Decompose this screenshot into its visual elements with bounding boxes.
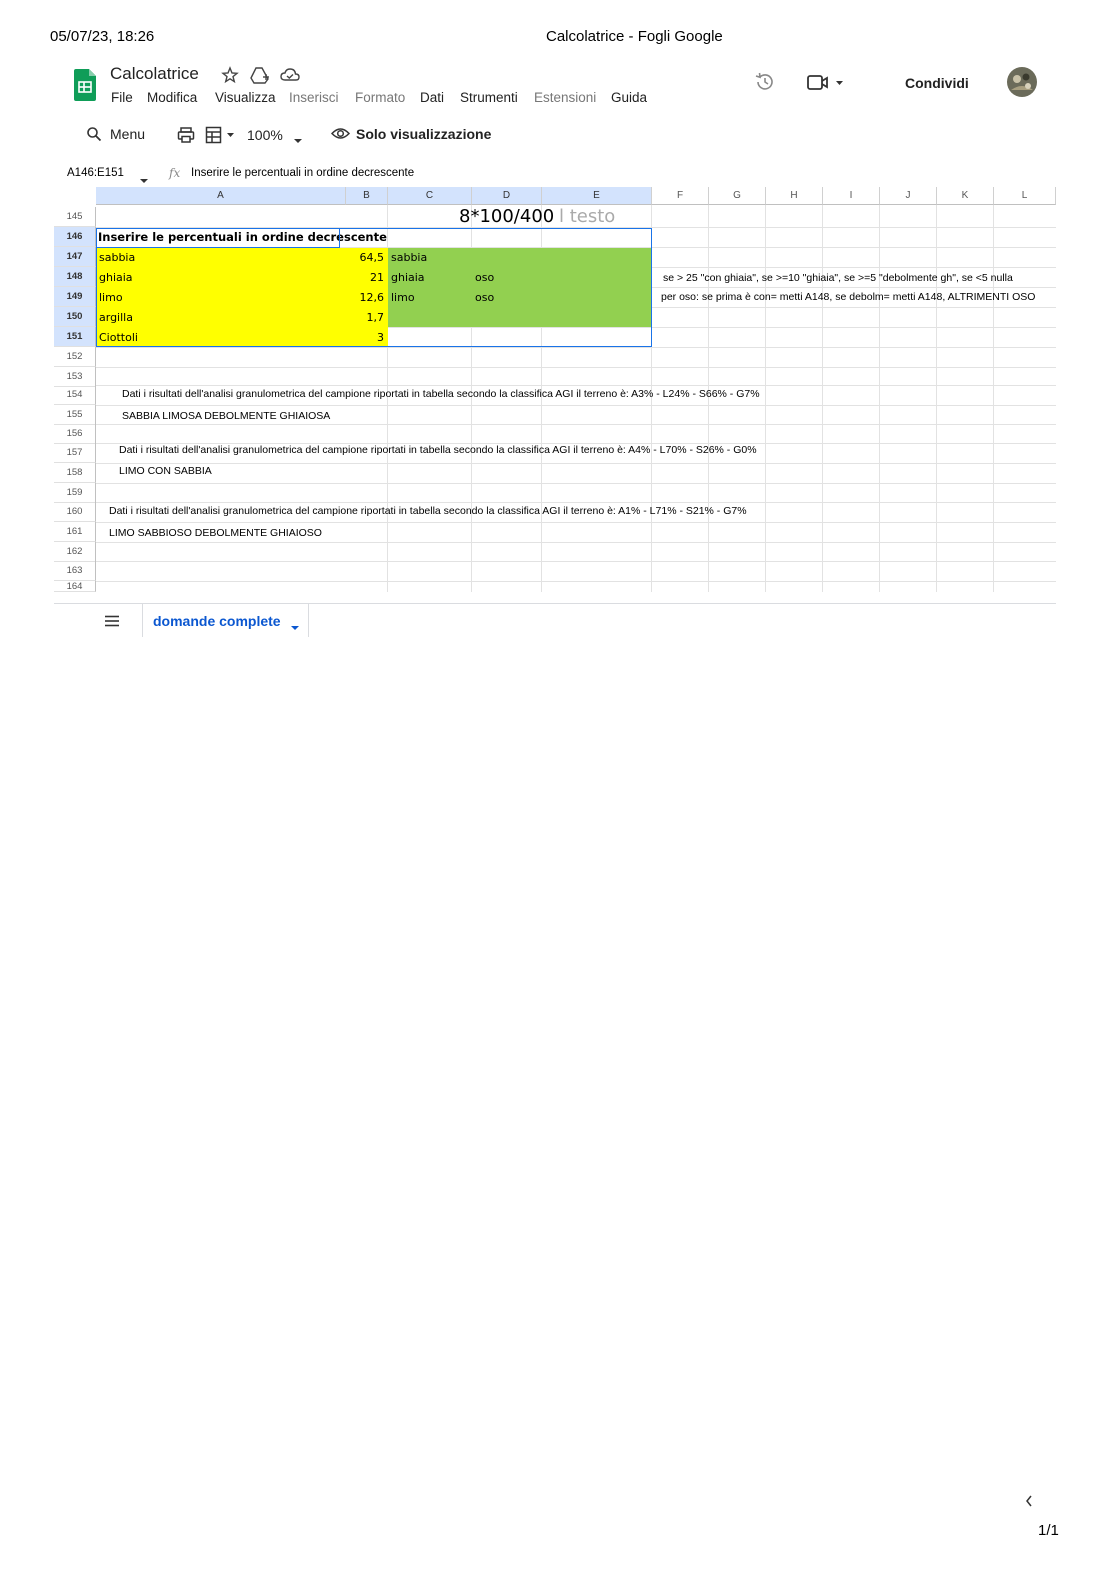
name-box[interactable]: A146:E151: [67, 167, 124, 179]
star-icon[interactable]: [221, 66, 239, 84]
print-datetime: 05/07/23, 18:26: [50, 28, 155, 45]
row-header[interactable]: 163: [54, 561, 96, 581]
document-title[interactable]: Calcolatrice: [110, 64, 199, 83]
cell-c149[interactable]: limo: [391, 291, 415, 304]
avatar[interactable]: [1006, 66, 1038, 98]
column-header-h[interactable]: H: [766, 187, 823, 205]
column-header-g[interactable]: G: [709, 187, 766, 205]
cell-a147[interactable]: sabbia: [99, 251, 136, 264]
formula-overlay-text: 8*100/400: [459, 206, 555, 227]
chevron-left-icon[interactable]: [1024, 1494, 1034, 1508]
row-header[interactable]: 149: [54, 287, 96, 307]
cell-b147[interactable]: 64,5: [359, 251, 384, 264]
text-row-157: Dati i risultati dell'analisi granulometrica del campione riportati in tabella secondo la classifica AGI il terreno è: A4% - L70% - S26% - G0%: [119, 444, 757, 456]
grid-line: [993, 205, 994, 592]
function-icon: fx: [169, 166, 181, 180]
column-header-a[interactable]: A: [96, 187, 346, 205]
grid-line: [96, 483, 1056, 484]
menu-inserisci[interactable]: Inserisci: [289, 90, 339, 105]
row-header[interactable]: 153: [54, 367, 96, 387]
grid-line: [96, 542, 1056, 543]
column-header-j[interactable]: J: [880, 187, 937, 205]
row-header[interactable]: 151: [54, 327, 96, 347]
row-header[interactable]: 156: [54, 424, 96, 444]
cell-c147[interactable]: sabbia: [391, 251, 428, 264]
note-rule-oso: per oso: se prima è con= metti A148, se debolm= metti A148, ALTRIMENTI OSO: [661, 291, 1036, 303]
cell-b150[interactable]: 1,7: [366, 311, 384, 324]
eye-icon: [331, 126, 350, 141]
sheet-tab-dropdown-icon[interactable]: [290, 618, 300, 624]
menu-modifica[interactable]: Modifica: [147, 90, 198, 105]
grid-line: [96, 405, 1056, 406]
row-header[interactable]: 152: [54, 347, 96, 367]
row-header[interactable]: 147: [54, 247, 96, 267]
cell-a148[interactable]: ghiaia: [99, 271, 133, 284]
formula-input[interactable]: Inserire le percentuali in ordine decrescente: [191, 167, 415, 179]
column-header-d[interactable]: D: [472, 187, 542, 205]
grid-line: [96, 581, 1056, 582]
row-header[interactable]: 145: [54, 207, 96, 227]
menu-formato[interactable]: Formato: [355, 90, 406, 105]
row-header[interactable]: 155: [54, 405, 96, 425]
cell-a149[interactable]: limo: [99, 291, 123, 304]
menu-dati[interactable]: Dati: [420, 90, 445, 105]
all-sheets-icon[interactable]: [104, 614, 120, 626]
grid-line: [96, 347, 1056, 348]
text-row-158: LIMO CON SABBIA: [119, 465, 212, 477]
cell-d148[interactable]: oso: [475, 271, 495, 284]
text-row-154: Dati i risultati dell'analisi granulometrica del campione riportati in tabella secondo la classifica AGI il terreno è: A3% - L24% - S66% - G7%: [122, 388, 760, 400]
column-header-b[interactable]: B: [346, 187, 388, 205]
grid-line: [822, 205, 823, 592]
cell-b148[interactable]: 21: [370, 271, 384, 284]
menu-file[interactable]: File: [111, 90, 133, 105]
grid-line: [96, 502, 1056, 503]
note-rule-ghiaia: se > 25 "con ghiaia", se >=10 "ghiaia", se >=5 "debolmente gh", se <5 nulla: [663, 272, 1013, 284]
menu-strumenti[interactable]: Strumenti: [460, 90, 518, 105]
placeholder-text: l testo: [559, 206, 616, 227]
spreadsheet-grid[interactable]: [54, 187, 1056, 592]
grid-line: [96, 561, 1056, 562]
menu-visualizza[interactable]: Visualizza: [215, 90, 276, 105]
row-header[interactable]: 162: [54, 542, 96, 562]
text-row-155: SABBIA LIMOSA DEBOLMENTE GHIAIOSA: [122, 410, 331, 422]
row-header[interactable]: 158: [54, 463, 96, 483]
sheets-logo-icon[interactable]: [74, 69, 96, 101]
row-header[interactable]: 150: [54, 307, 96, 327]
grid-line: [879, 205, 880, 592]
format-icon[interactable]: [205, 126, 237, 144]
row-header[interactable]: 160: [54, 502, 96, 522]
row-header[interactable]: 154: [54, 385, 96, 405]
cell-b149[interactable]: 12,6: [359, 291, 384, 304]
column-header-e[interactable]: E: [542, 187, 652, 205]
grid-line: [96, 463, 1056, 464]
cell-b151[interactable]: 3: [377, 331, 384, 344]
move-to-drive-icon[interactable]: [250, 66, 270, 84]
text-row-161: LIMO SABBIOSO DEBOLMENTE GHIAIOSO: [109, 527, 322, 539]
menu-search-button[interactable]: Menu: [110, 126, 146, 142]
sheet-tab[interactable]: [142, 604, 309, 637]
cell-d149[interactable]: oso: [475, 291, 495, 304]
menu-estensioni[interactable]: Estensioni: [534, 90, 597, 105]
column-header-l[interactable]: L: [994, 187, 1056, 205]
cell-a150[interactable]: argilla: [99, 311, 133, 324]
grid-line: [765, 205, 766, 592]
print-doc-title: Calcolatrice - Fogli Google: [546, 28, 723, 45]
grid-line: [96, 424, 1056, 425]
grid-line: [96, 522, 1056, 523]
row-header[interactable]: 161: [54, 522, 96, 542]
page-number: 1/1: [1038, 1522, 1059, 1539]
column-header-c[interactable]: C: [388, 187, 472, 205]
version-history-icon[interactable]: [754, 71, 776, 93]
grid-line: [96, 385, 1056, 386]
zoom-select[interactable]: 100%: [247, 127, 283, 143]
grid-line: [96, 367, 1056, 368]
sheet-tab-label: domande complete: [153, 613, 281, 629]
column-header-i[interactable]: I: [823, 187, 880, 205]
row-header[interactable]: 146: [54, 227, 96, 247]
cell-a151[interactable]: Ciottoli: [99, 331, 138, 344]
column-header-f[interactable]: F: [652, 187, 709, 205]
name-box-dropdown-icon[interactable]: [139, 171, 149, 177]
grid-line: [936, 205, 937, 592]
cell-c148[interactable]: ghiaia: [391, 271, 425, 284]
menu-guida[interactable]: Guida: [611, 90, 648, 105]
view-mode-button[interactable]: Solo visualizzazione: [356, 126, 492, 142]
row-header[interactable]: 159: [54, 483, 96, 503]
row-header[interactable]: 164: [54, 581, 96, 592]
zoom-dropdown-icon[interactable]: [293, 131, 303, 137]
print-icon[interactable]: [177, 127, 195, 143]
share-button[interactable]: Condividi: [905, 75, 969, 91]
search-icon[interactable]: [86, 126, 102, 142]
table-title-cell[interactable]: Inserire le percentuali in ordine decrescente: [98, 230, 387, 244]
meet-video-icon[interactable]: [806, 74, 846, 92]
active-cell: [96, 228, 340, 248]
cloud-status-icon[interactable]: [280, 67, 300, 83]
column-header-k[interactable]: K: [937, 187, 994, 205]
row-header[interactable]: 157: [54, 443, 96, 463]
text-row-160: Dati i risultati dell'analisi granulometrica del campione riportati in tabella secondo la classifica AGI il terreno è: A1% - L71% - S21% - G7%: [109, 505, 747, 517]
row-header[interactable]: 148: [54, 267, 96, 287]
